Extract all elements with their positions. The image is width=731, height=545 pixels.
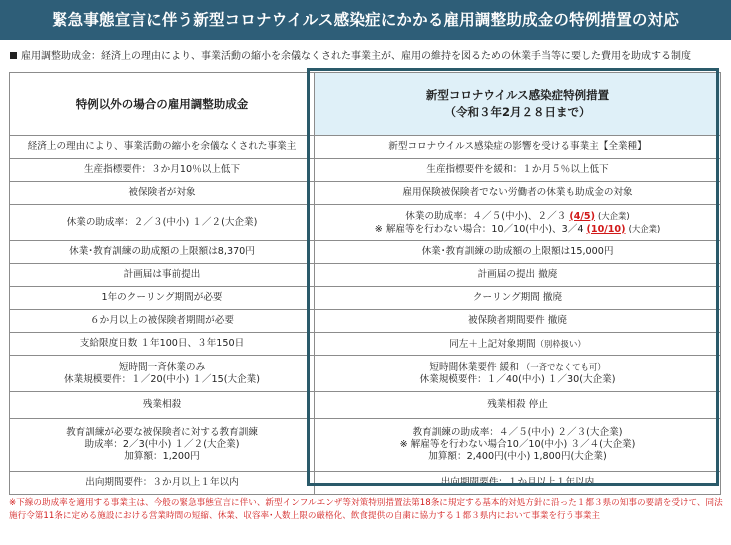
cell-special	[315, 356, 721, 392]
page-title: 緊急事態宣言に伴う新型コロナウイルス感染症にかかる雇用調整助成金の特例措置の対応	[0, 0, 731, 40]
cell-text: (大企業)	[598, 210, 630, 221]
cell-special: 残業相殺 停止	[315, 392, 721, 419]
underlined-rate: (10/10)	[586, 223, 626, 235]
table-row	[10, 136, 721, 159]
cell-standard: 支給限度日数 １年100日、３年150日	[10, 333, 315, 356]
cell-standard: 1年のクーリング期間が必要	[10, 287, 315, 310]
cell-standard: 残業相殺	[10, 392, 315, 419]
cell-line: 加算額：2,400円(中小) 1,800円(大企業)	[428, 451, 607, 462]
table-row	[10, 264, 721, 287]
table-row	[10, 310, 721, 333]
cell-standard: 出向期間要件：３か月以上１年以内	[10, 472, 315, 495]
cell-note: （別枠扱い）	[535, 338, 586, 349]
table-row	[10, 182, 721, 205]
cell-standard: ６か月以上の被保険者期間が必要	[10, 310, 315, 333]
table-row	[10, 392, 721, 419]
cell-line: 休業規模要件：１／40(中小) １／30(大企業)	[419, 374, 616, 385]
header-special-title: 新型コロナウイルス感染症特例措置	[425, 88, 610, 102]
cell-line: 短時間一斉休業のみ	[118, 361, 206, 373]
cell-standard: 経済上の理由により、事業活動の縮小を余儀なくされた事業主	[10, 136, 315, 159]
header-special	[315, 73, 721, 136]
cell-line: 教育訓練の助成率：４／５(中小) ２／３(大企業)	[412, 427, 623, 438]
cell-standard: 休業の助成率：２／３(中小) １／２(大企業)	[10, 205, 315, 241]
cell-standard	[10, 356, 315, 392]
cell-standard: 計画届は事前提出	[10, 264, 315, 287]
cell-special: 被保険者期間要件 撤廃	[315, 310, 721, 333]
cell-line: 教育訓練が必要な被保険者に対する教育訓練	[66, 427, 258, 438]
cell-line	[317, 361, 718, 374]
cell-line: ※ 解雇等を行わない場合10／10(中小) ３／４(大企業)	[399, 439, 636, 450]
table-row	[10, 472, 721, 495]
cell-standard: 被保険者が対象	[10, 182, 315, 205]
cell-special	[315, 333, 721, 356]
header-special-period: （令和３年2月２８日まで）	[444, 105, 591, 119]
table-row	[10, 333, 721, 356]
cell-text: 同左＋上記対象期間	[449, 338, 536, 350]
cell-special	[315, 205, 721, 241]
cell-special: 計画届の提出 撤廃	[315, 264, 721, 287]
square-bullet-icon	[10, 52, 17, 59]
table-row	[10, 287, 721, 310]
cell-standard: 生産指標要件：３か月10％以上低下	[10, 159, 315, 182]
cell-line: 助成率：2／3(中小) １／２(大企業)	[84, 439, 240, 450]
cell-text: 休業の助成率：４／５(中小)、２／３	[405, 210, 567, 222]
cell-special: 出向期間要件：１か月以上１年以内	[315, 472, 721, 495]
comparison-table	[9, 72, 721, 495]
cell-special: 雇用保険被保険者でない労働者の休業も助成金の対象	[315, 182, 721, 205]
cell-text: (大企業)	[628, 223, 661, 234]
cell-special: 新型コロナウイルス感染症の影響を受ける事業主【全業種】	[315, 136, 721, 159]
cell-note: （一斉でなくても可）	[521, 362, 606, 372]
header-standard: 特例以外の場合の雇用調整助成金	[10, 73, 315, 136]
subtitle	[10, 50, 725, 63]
cell-special: 休業･教育訓練の助成額の上限額は15,000円	[315, 241, 721, 264]
table-header-row	[10, 73, 721, 136]
table-row	[10, 419, 721, 472]
cell-line	[317, 223, 718, 236]
cell-special	[315, 419, 721, 472]
cell-standard	[10, 419, 315, 472]
cell-text: ※ 解雇等を行わない場合：10／10(中小)、3／4	[374, 223, 584, 235]
cell-standard: 休業･教育訓練の助成額の上限額は8,370円	[10, 241, 315, 264]
cell-text: 短時間休業要件 緩和	[429, 362, 519, 373]
cell-line: 休業規模要件：１／20(中小) １／15(大企業)	[64, 373, 260, 385]
footnote: ※下線の助成率を適用する事業主は、今般の緊急事態宣言に伴い、新型インフルエンザ等対策特別措置法第18条に規定する基本的対処方針に沿った１都３県の知事の要請を受けて、同法施行令第11条に定める施設における営業時間の短縮、休業、収容率･人数上限の厳格化、飲食提供の自粛に協力する１都３県内において事業を行う事業主	[9, 498, 723, 521]
table-row	[10, 205, 721, 241]
subtitle-text: 雇用調整助成金：経済上の理由により、事業活動の縮小を余儀なくされた事業主が、雇用の維持を図るための休業手当等に要した費用を助成する制度	[21, 51, 691, 62]
cell-line	[317, 210, 718, 223]
cell-special: クーリング期間 撤廃	[315, 287, 721, 310]
cell-line: 加算額：1,200円	[124, 451, 200, 462]
table-row	[10, 241, 721, 264]
table-row	[10, 159, 721, 182]
table-row	[10, 356, 721, 392]
cell-special: 生産指標要件を緩和：１か月５％以上低下	[315, 159, 721, 182]
underlined-rate: (4/5)	[569, 210, 595, 222]
